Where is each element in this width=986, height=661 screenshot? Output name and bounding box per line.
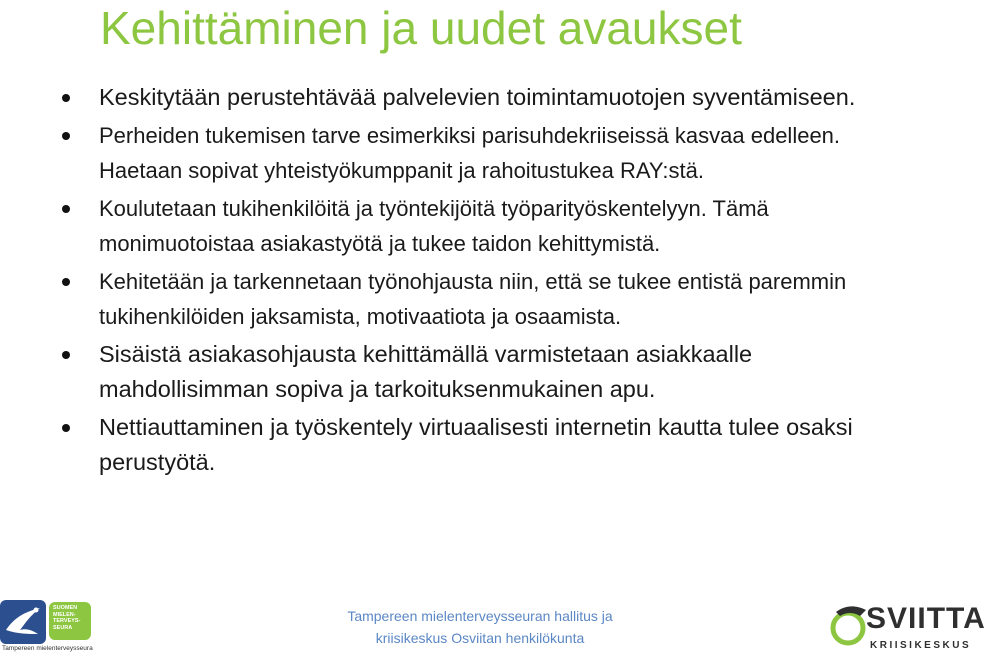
bullet-dot-icon <box>62 94 70 102</box>
bullet-item <box>58 264 918 335</box>
bullet-item <box>58 118 918 189</box>
bird-icon <box>0 600 48 646</box>
slide-title: Kehittäminen ja uudet avaukset <box>100 2 742 54</box>
osviitta-brand: SVIITTA <box>866 602 986 635</box>
bullet-text: Keskitytään perustehtävää palvelevien toimintamuotojen syventämiseen. <box>99 84 856 110</box>
osviitta-o-icon <box>830 602 870 658</box>
bullet-dot-icon <box>62 205 70 213</box>
bullet-text: Nettiauttaminen ja työskentely virtuaalisesti internetin kautta tulee osaksi perustyötä. <box>99 413 853 475</box>
bullet-item <box>58 337 918 408</box>
footer-text <box>310 605 650 649</box>
bullet-dot-icon <box>62 278 70 286</box>
bullet-text: Perheiden tukemisen tarve esimerkiksi parisuhdekriiseissä kasvaa edelleen. Haetaan sopivat yhteistyökumppanit ja rahoitustukea RAY:stä. <box>99 122 841 183</box>
bullet-item <box>58 191 918 262</box>
bullet-dot-icon <box>62 351 70 359</box>
bullet-dot-icon <box>62 424 70 432</box>
bullet-list <box>58 80 918 483</box>
bullet-text: Koulutetaan tukihenkilöitä ja työntekijöitä työparityöskentelyyn. Tämä monimuotoistaa asiakastyötä ja tukee taidon kehittymistä. <box>99 195 769 256</box>
footer-line-1: Tampereen mielenterveysseuran hallitus ja <box>347 608 613 624</box>
society-badge: SUOMEN MIELEN- TERVEYS- SEURA <box>49 602 91 640</box>
mental-health-society-logo <box>0 598 96 658</box>
footer-line-2: kriisikeskus Osviitan henkilökunta <box>375 630 585 646</box>
bullet-text: Kehitetään ja tarkennetaan työnohjausta niin, että se tukee entistä paremmin tukihenkilöiden jaksamista, motivaatiota ja osaamista. <box>99 268 847 329</box>
osviitta-sub: KRIISIKESKUS <box>870 640 972 651</box>
bullet-item <box>58 410 918 481</box>
bullet-dot-icon <box>62 132 70 140</box>
osviitta-logo <box>830 598 986 660</box>
bullet-item <box>58 80 918 116</box>
bullet-text: Sisäistä asiakasohjausta kehittämällä varmistetaan asiakkaalle mahdollisimman sopiva ja tarkoituksenmukainen apu. <box>99 340 753 402</box>
logo-caption: Tampereen mielenterveysseura <box>2 645 93 652</box>
